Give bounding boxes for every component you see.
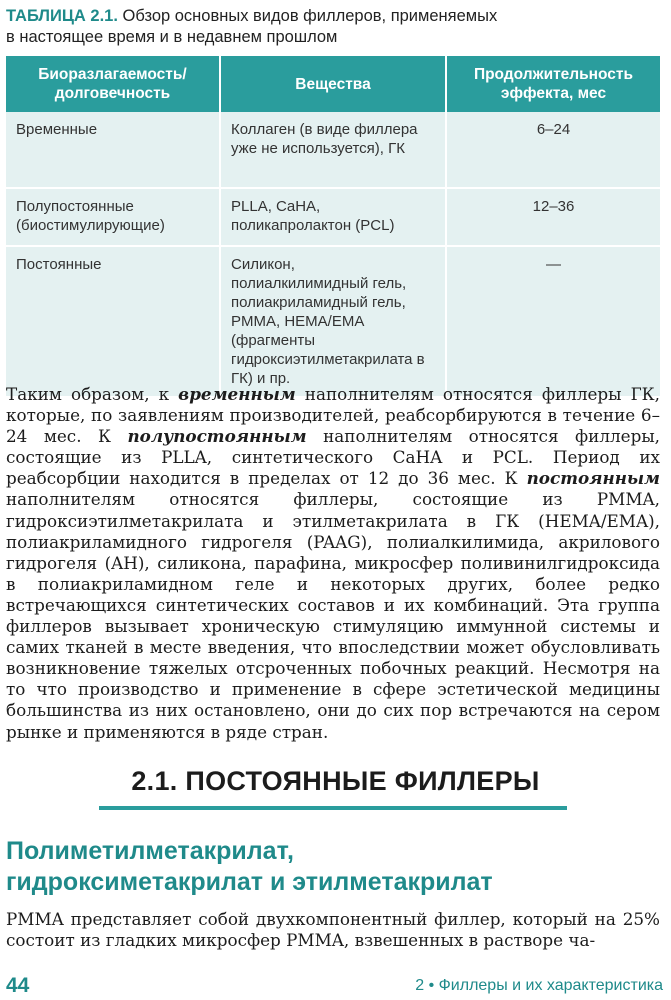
table-cell: Коллаген (в виде филлера уже не используется), ГК — [220, 112, 446, 188]
table-cell: 12–36 — [446, 188, 660, 246]
table-cell: PLLA, CaHA, поликапролактон (PCL) — [220, 188, 446, 246]
table-caption-label: ТАБЛИЦА 2.1. — [6, 7, 118, 25]
fillers-table — [6, 56, 660, 396]
page-footer — [0, 972, 671, 998]
paragraph-text: наполнителям относятся филлеры, состоящие из PLLA, синтетического CaHA и PCL. Период их реабсорбции находится в пределах от 12 до 36 мес. К — [6, 426, 661, 489]
section-title: 2.1. ПОСТОЯННЫЕ ФИЛЛЕРЫ — [131, 766, 540, 796]
table-caption-text-line2: в настоящее время и в недавнем прошлом — [6, 28, 338, 46]
paragraph-text: наполнителям относятся филлеры ГК, которые, по заявлениям производителей, реабсорбируются в течение 6–24 мес. К — [6, 384, 660, 447]
paragraph-text: наполнителям относятся филлеры, состоящие из PMMA, гидроксиэтилметакрилата и этилметакрилата в ГК (HEMA/EMA), полиакриламидного гидрогеля (PAAG), полиалкилимида, акрилового гидрогеля (AH), силикона, парафина, микросфер поливинилгидроксида в полиакриламидном геле и некоторых других, более редко встречающихся синтетических составов и их комбинаций. Эта группа филлеров вызывает хроническую стимуляцию иммунной системы и самих тканей в месте введения, что впоследствии может обусловливать возникновение тяжелых отсроченных побочных реакций. Несмотря на то что производство и применение в сфере эстетической медицины большинства из них остановлено, они до сих пор встречаются на сером рынке и применяются в ряде стран. — [6, 489, 660, 742]
header-biodegradability: Биоразлагаемость/ долговечность — [6, 56, 220, 112]
table-cell: 6–24 — [446, 112, 660, 188]
section-title-underline — [99, 806, 567, 810]
table-row — [6, 246, 660, 396]
table-cell: Временные — [6, 112, 220, 188]
table-row — [6, 112, 660, 188]
table-cell: Полупостоянные (биостимулирующие) — [6, 188, 220, 246]
table-row — [6, 188, 660, 246]
header-duration: Продолжительность эффекта, мес — [446, 56, 660, 112]
emphasis-semipermanent: полупостоянным — [127, 426, 307, 447]
body-paragraph-2: PMMA представляет собой двухкомпонентный филлер, который на 25% состоит из гладких микросфер PMMA, взвешенных в растворе ча- — [6, 909, 660, 951]
emphasis-temporary: временным — [178, 384, 296, 404]
page-number: 44 — [6, 974, 30, 997]
subsection-heading — [6, 836, 656, 898]
paragraph-text: Таким образом, к — [6, 384, 170, 404]
header-substances: Вещества — [220, 56, 446, 112]
emphasis-permanent: постоянным — [526, 468, 660, 489]
table-cell: — — [446, 246, 660, 396]
subsection-heading-line2: гидроксиметакрилат и этилметакрилат — [6, 868, 493, 896]
table-caption — [6, 6, 656, 48]
subsection-heading-line1: Полиметилметакрилат, — [6, 837, 294, 865]
body-paragraph — [6, 384, 660, 743]
table-header-row — [6, 56, 660, 112]
chapter-running-title: 2 • Филлеры и их характеристика — [415, 977, 663, 994]
table-caption-text: Обзор основных видов филлеров, применяемых — [122, 7, 498, 25]
table-cell: Силикон, полиалкилимидный гель, полиакриламидный гель, PMMA, HEMA/EMA (фрагменты гидроксиэтилметакрилата в ГК) и пр. — [220, 246, 446, 396]
table-cell: Постоянные — [6, 246, 220, 396]
